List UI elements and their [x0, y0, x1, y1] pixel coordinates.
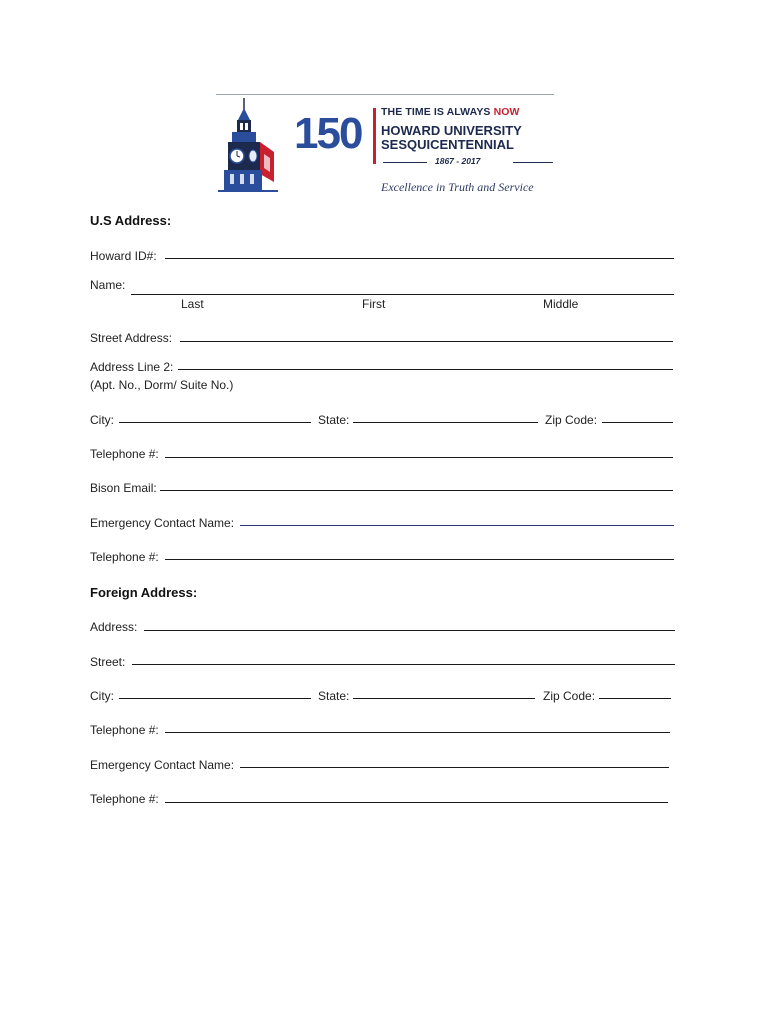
address-line2-field[interactable]: [178, 369, 673, 370]
bison-email-field[interactable]: [160, 490, 673, 491]
logo-red-bar: [373, 108, 376, 164]
emergency-telephone-field[interactable]: [165, 559, 674, 560]
foreign-emergency-telephone-field[interactable]: [165, 802, 668, 803]
logo-university-name: [381, 124, 522, 152]
foreign-zip-code-field[interactable]: [599, 698, 671, 699]
logo-number: 150: [294, 109, 362, 158]
logo-years-rule-right: [513, 162, 553, 163]
street-address-label: Street Address:: [90, 331, 173, 345]
logo-tagline: [381, 106, 520, 118]
name-middle-caption: Middle: [543, 297, 579, 311]
city-field[interactable]: [119, 422, 311, 423]
foreign-street-field[interactable]: [132, 664, 675, 665]
state-label: State:: [318, 413, 350, 427]
state-field[interactable]: [353, 422, 538, 423]
address-line2-hint: (Apt. No., Dorm/ Suite No.): [90, 378, 234, 392]
zip-code-label: Zip Code:: [545, 413, 598, 427]
name-first-caption: First: [362, 297, 386, 311]
logo-tagline-now: NOW: [493, 106, 520, 118]
emergency-contact-field[interactable]: [240, 525, 674, 526]
zip-code-field[interactable]: [602, 422, 673, 423]
logo-years-row: [381, 156, 557, 168]
logo-years: 1867 - 2017: [435, 156, 481, 166]
foreign-emergency-contact-label: Emergency Contact Name:: [90, 758, 235, 772]
city-label: City:: [90, 413, 114, 427]
emergency-contact-label: Emergency Contact Name:: [90, 516, 235, 530]
howard-id-label: Howard ID#:: [90, 249, 157, 263]
foreign-address-field[interactable]: [144, 630, 675, 631]
foreign-zip-code-label: Zip Code:: [543, 689, 596, 703]
name-field[interactable]: [131, 294, 674, 295]
foreign-address-heading: Foreign Address:: [90, 585, 198, 600]
logo-university: HOWARD UNIVERSITY: [381, 123, 522, 138]
howard-id-field[interactable]: [165, 258, 674, 259]
foreign-telephone-field[interactable]: [165, 732, 670, 733]
foreign-state-label: State:: [318, 689, 350, 703]
foreign-telephone-label: Telephone #:: [90, 723, 159, 737]
name-label: Name:: [90, 278, 126, 292]
foreign-state-field[interactable]: [353, 698, 535, 699]
emergency-telephone-label: Telephone #:: [90, 550, 159, 564]
foreign-emergency-contact-field[interactable]: [240, 767, 669, 768]
bison-email-label: Bison Email:: [90, 481, 157, 495]
telephone-field[interactable]: [165, 457, 673, 458]
telephone-label: Telephone #:: [90, 447, 159, 461]
sesquicentennial-logo: [214, 94, 558, 196]
foreign-city-field[interactable]: [119, 698, 311, 699]
logo-tagline-prefix: THE TIME IS ALWAYS: [381, 106, 494, 118]
address-line2-label: Address Line 2:: [90, 360, 174, 374]
street-address-field[interactable]: [180, 341, 673, 342]
foreign-address-label: Address:: [90, 620, 138, 634]
logo-motto: Excellence in Truth and Service: [381, 180, 534, 194]
foreign-city-label: City:: [90, 689, 114, 703]
us-address-heading: U.S Address:: [90, 213, 172, 228]
logo-divider: [216, 94, 554, 95]
foreign-street-label: Street:: [90, 655, 126, 669]
logo-years-rule-left: [383, 162, 427, 163]
logo-sesquicentennial: SESQUICENTENNIAL: [381, 137, 514, 152]
foreign-emergency-telephone-label: Telephone #:: [90, 792, 159, 806]
name-last-caption: Last: [181, 297, 204, 311]
clock-tower-icon: [214, 96, 282, 194]
